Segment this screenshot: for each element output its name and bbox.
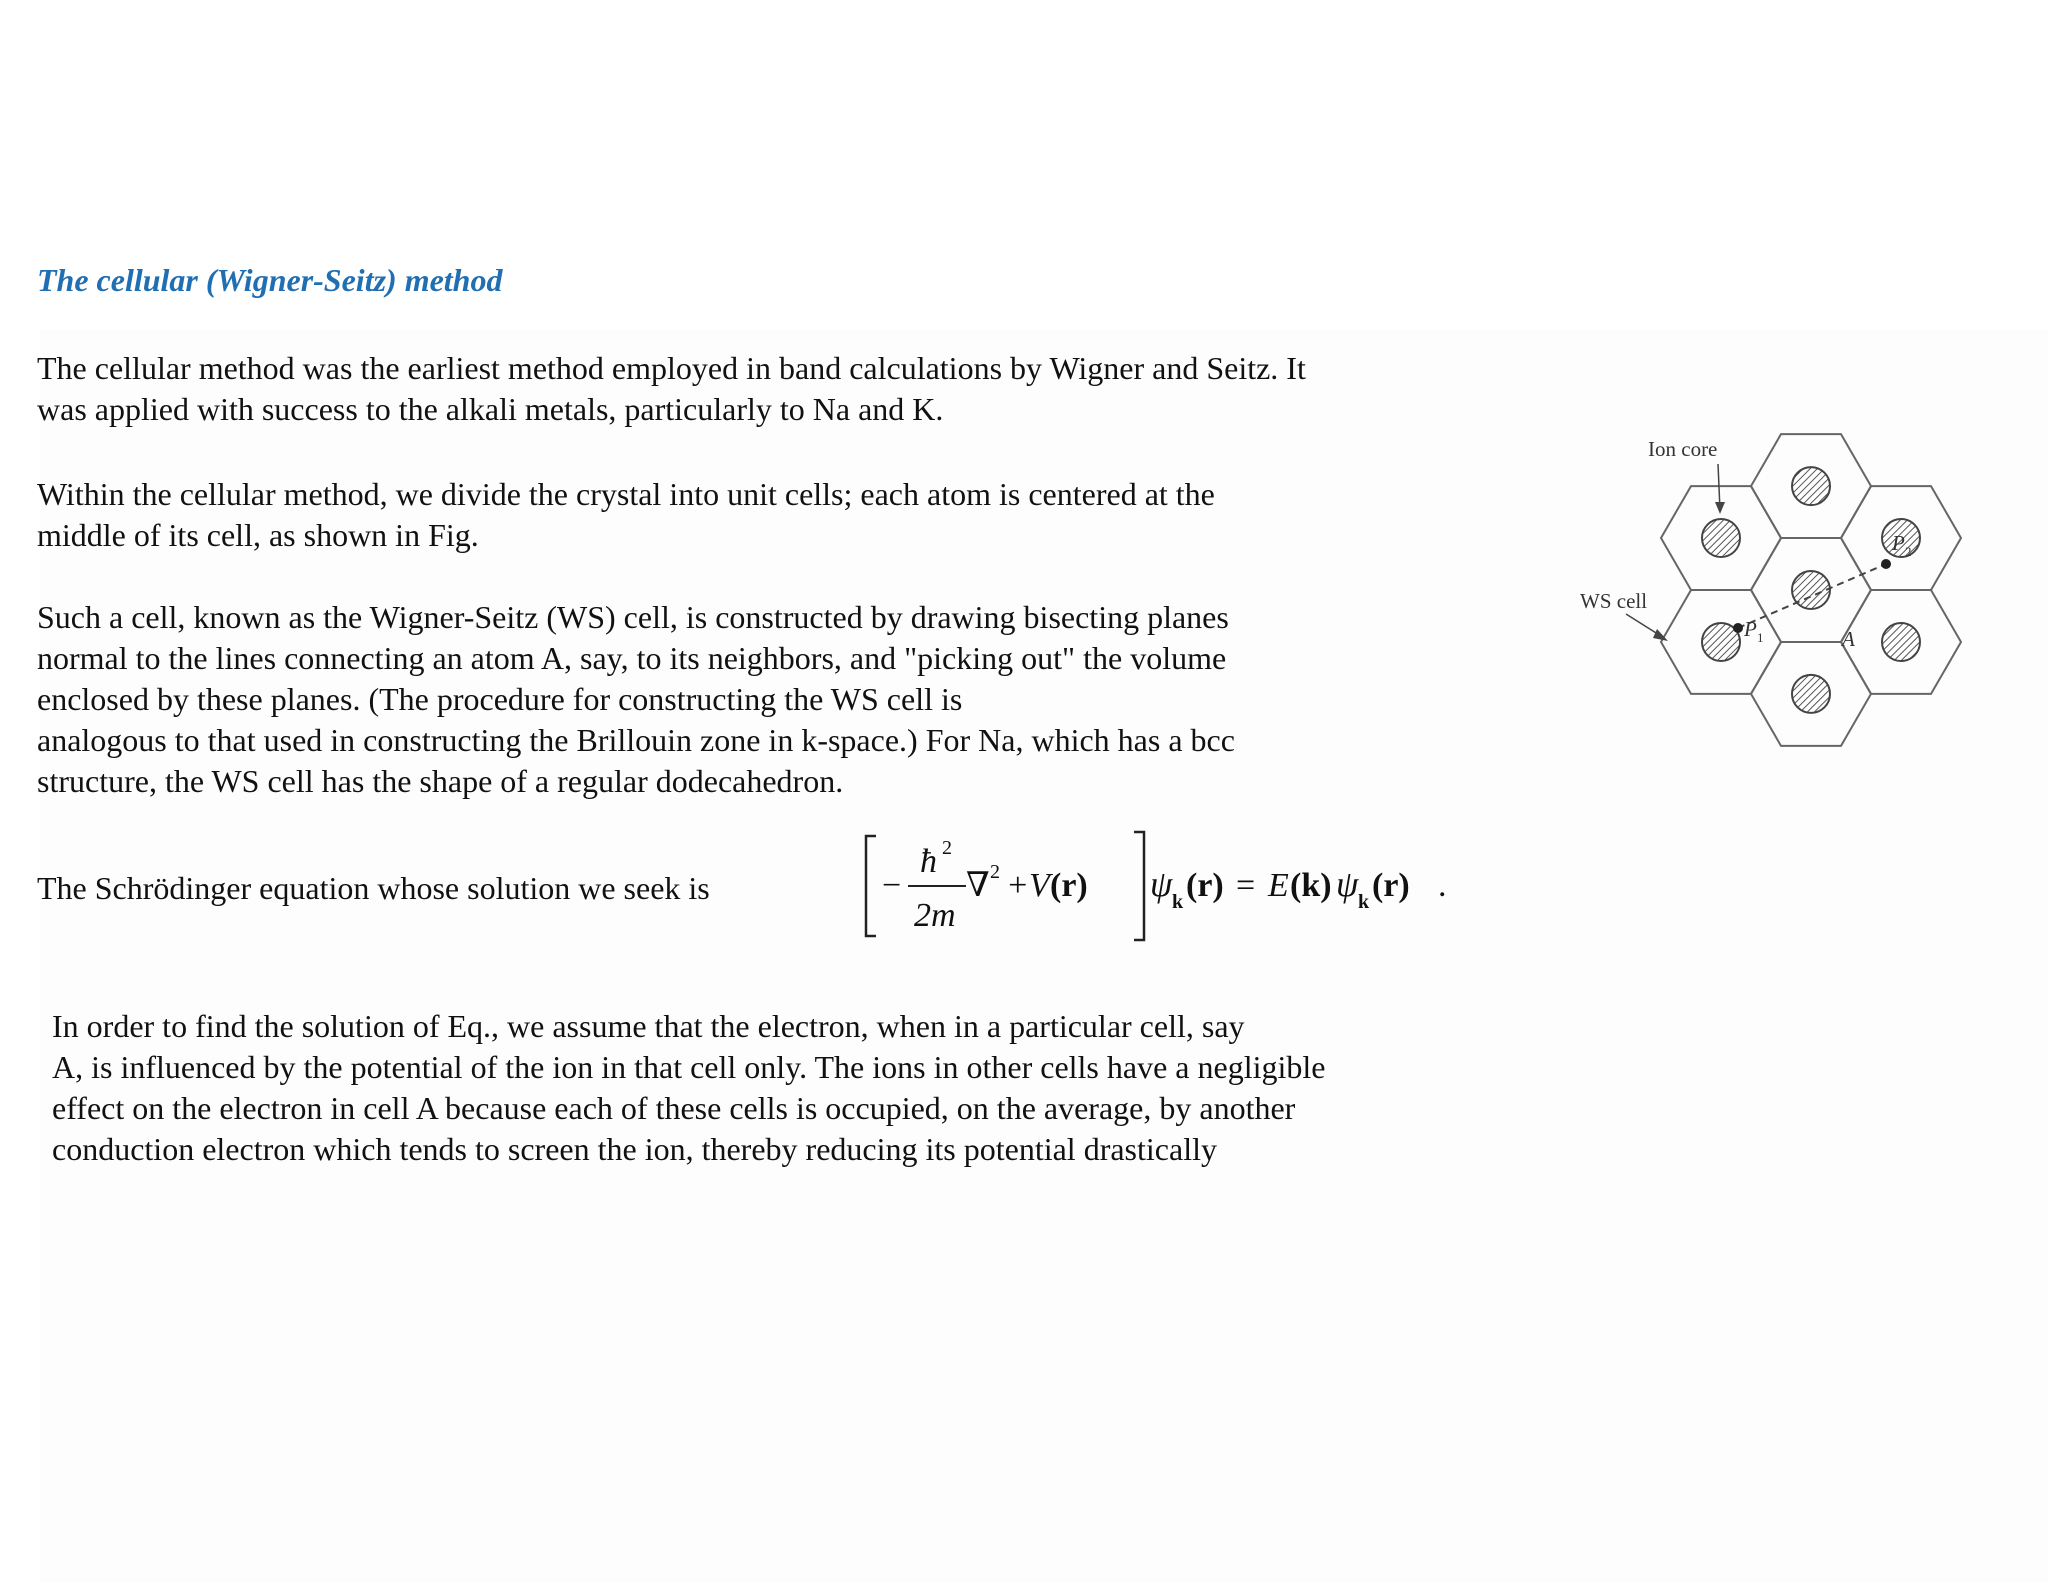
- eq-period: .: [1438, 867, 1447, 904]
- ws-cell-figure: [1560, 400, 2020, 800]
- text-line: middle of its cell, as shown in Fig.: [37, 517, 479, 553]
- a-label: A: [1842, 627, 1855, 651]
- p1-label: P: [1744, 617, 1757, 641]
- right-bracket: [1134, 832, 1144, 940]
- eq-hbar: ħ: [920, 843, 937, 880]
- text-line: Within the cellular method, we divide the crystal into unit cells; each atom is centered at the: [37, 476, 1215, 512]
- point-p2: [1881, 559, 1891, 569]
- eq-k-sub-2: k: [1358, 891, 1370, 913]
- text-line: was applied with success to the alkali metals, particularly to Na and K.: [37, 391, 944, 427]
- eq-k-paren: (k): [1290, 867, 1332, 904]
- text-line: In order to find the solution of Eq., we assume that the electron, when in a particular cell, say: [52, 1008, 1245, 1044]
- eq-psi: ψ: [1150, 864, 1173, 904]
- paragraph-solution: [52, 1006, 1325, 1170]
- text-line: effect on the electron in cell A because each of these cells is occupied, on the average, by another: [52, 1090, 1296, 1126]
- ion-core-arrowhead: [1715, 502, 1725, 514]
- text-line: Such a cell, known as the Wigner-Seitz (WS) cell, is constructed by drawing bisecting planes: [37, 599, 1229, 635]
- text-line: The cellular method was the earliest method employed in band calculations by Wigner and Seitz. It: [37, 350, 1306, 386]
- section-heading: The cellular (Wigner-Seitz) method: [37, 262, 503, 298]
- eq-equals: =: [1236, 867, 1256, 904]
- eq-nabla-exp: 2: [990, 861, 1000, 883]
- text-line: A, is influenced by the potential of the ion in that cell only. The ions in other cells have a negligible: [52, 1049, 1326, 1085]
- eq-plus-v: +V: [1006, 867, 1050, 904]
- eq-nabla: ∇: [966, 867, 990, 904]
- paragraph-schrodinger: [37, 868, 710, 909]
- text-line: normal to the lines connecting an atom A, say, to its neighbors, and "picking out" the volume: [37, 640, 1227, 676]
- eq-r-paren-3: (r): [1372, 867, 1410, 904]
- ion-core-atom: [1792, 675, 1830, 713]
- ion-core-label: Ion core: [1648, 437, 1718, 461]
- ion-core-atom: [1702, 519, 1740, 557]
- ion-core-atom: [1882, 623, 1920, 661]
- text-line: The Schrödinger equation whose solution we seek is: [37, 870, 710, 906]
- p2-subscript: 2: [1905, 544, 1912, 559]
- text-line: structure, the WS cell has the shape of a regular dodecahedron.: [37, 763, 844, 799]
- left-bracket: [866, 836, 876, 936]
- eq-r-paren: (r): [1050, 867, 1088, 904]
- paragraph-ws-cell: [37, 597, 1235, 802]
- eq-minus: −: [882, 867, 902, 904]
- eq-psi-2: ψ: [1336, 864, 1359, 904]
- text-line: enclosed by these planes. (The procedure for constructing the WS cell is: [37, 681, 963, 717]
- ion-core-atom: [1792, 571, 1830, 609]
- p2-label: P: [1892, 531, 1905, 555]
- ws-cell-label: WS cell: [1580, 589, 1648, 613]
- eq-denominator: 2m: [914, 897, 956, 934]
- p1-subscript: 1: [1757, 630, 1764, 645]
- paragraph-intro: [37, 348, 1306, 430]
- text-line: analogous to that used in constructing the Brillouin zone in k-space.) For Na, which has a bcc: [37, 722, 1235, 758]
- eq-k-sub: k: [1172, 891, 1184, 913]
- ion-core-atom: [1792, 467, 1830, 505]
- text-line: conduction electron which tends to screen the ion, thereby reducing its potential drastically: [52, 1131, 1217, 1167]
- point-p1: [1733, 623, 1743, 633]
- eq-r-paren-2: (r): [1186, 867, 1224, 904]
- eq-hbar-exp: 2: [942, 837, 952, 859]
- eq-energy: E: [1268, 867, 1289, 904]
- schrodinger-equation: [860, 828, 1460, 944]
- paragraph-unit-cells: [37, 474, 1215, 556]
